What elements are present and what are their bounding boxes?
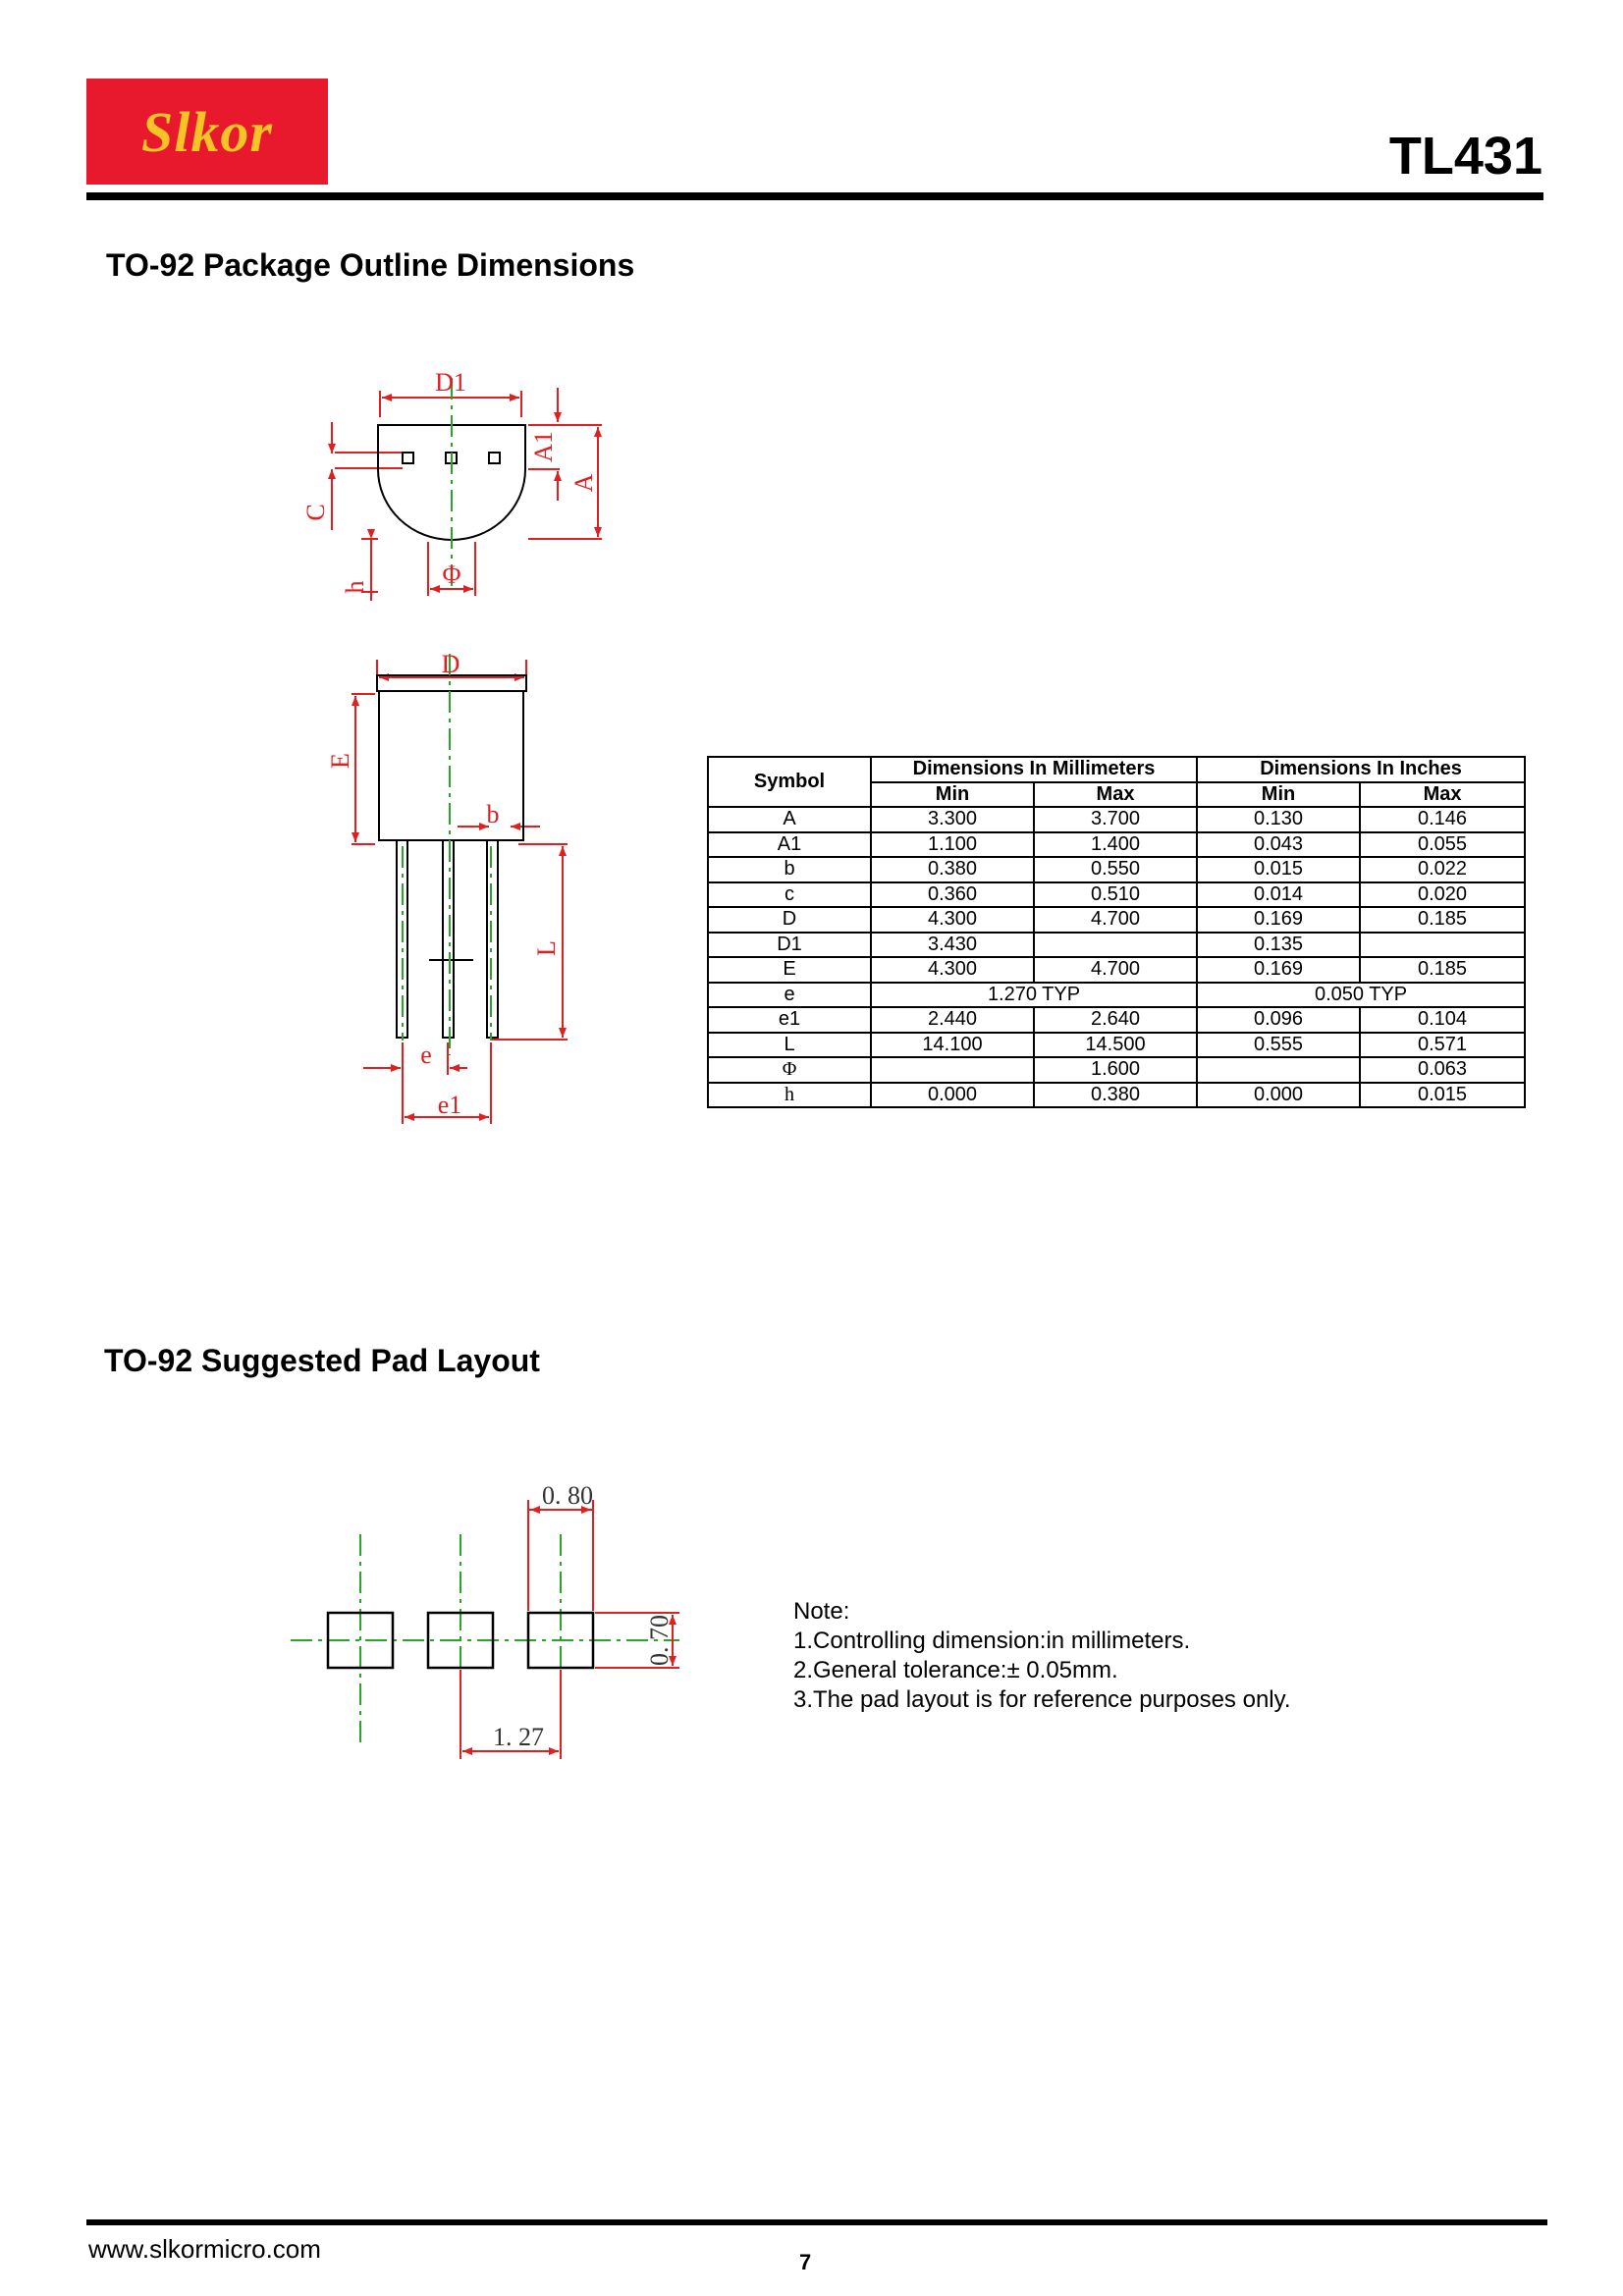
brand-logo <box>86 79 328 185</box>
table-cell: 0.096 <box>1197 1007 1360 1033</box>
table-cell: 3.700 <box>1034 807 1197 832</box>
table-row <box>708 807 1525 832</box>
logo-text: Slkor <box>141 99 273 164</box>
label-b: b <box>486 800 500 828</box>
symbol-header: Symbol <box>708 757 871 807</box>
note-item: 1.Controlling dimension:in millimeters. <box>793 1628 1191 1654</box>
table-cell: 0.380 <box>871 857 1034 882</box>
table-cell: 0.571 <box>1360 1033 1525 1058</box>
label-c: C <box>301 504 330 521</box>
table-cell: 0.380 <box>1034 1083 1197 1108</box>
label-e: e <box>420 1041 432 1069</box>
table-cell: D1 <box>708 933 871 958</box>
table-cell: e1 <box>708 1007 871 1033</box>
table-row <box>708 1007 1525 1033</box>
table-cell: 0.015 <box>1197 857 1360 882</box>
table-cell: 0.063 <box>1360 1057 1525 1083</box>
table-cell: 1.270 TYP <box>871 983 1197 1008</box>
in-min-header: Min <box>1197 782 1360 808</box>
table-cell: A1 <box>708 832 871 858</box>
pad-layout-drawing <box>285 1472 697 1767</box>
label-h: h <box>341 580 369 594</box>
table-row <box>708 882 1525 908</box>
note-item: 3.The pad layout is for reference purposes only. <box>793 1686 1291 1713</box>
label-pad-width: 0. 80 <box>542 1481 593 1510</box>
table-cell: 14.100 <box>871 1033 1034 1058</box>
table-cell: 0.104 <box>1360 1007 1525 1033</box>
table-cell: 0.000 <box>1197 1083 1360 1108</box>
table-cell: 0.130 <box>1197 807 1360 832</box>
table-cell <box>1034 933 1197 958</box>
notes-block <box>793 1597 1291 1715</box>
mm-max-header: Max <box>1034 782 1197 808</box>
table-cell: 0.146 <box>1360 807 1525 832</box>
table-cell: 1.400 <box>1034 832 1197 858</box>
pad-section-title: TO-92 Suggested Pad Layout <box>104 1343 540 1378</box>
table-cell: 0.135 <box>1197 933 1360 958</box>
table-cell: 0.550 <box>1034 857 1197 882</box>
table-row <box>708 907 1525 933</box>
mm-header: Dimensions In Millimeters <box>871 757 1197 782</box>
table-cell: 3.300 <box>871 807 1034 832</box>
note-item: 2.General tolerance:± 0.05mm. <box>793 1657 1118 1683</box>
table-cell: 0.055 <box>1360 832 1525 858</box>
footer-divider <box>86 2219 1547 2225</box>
table-cell: E <box>708 957 871 983</box>
page-number: 7 <box>799 2250 812 2274</box>
table-cell: 0.185 <box>1360 957 1525 983</box>
label-a1: A1 <box>529 431 558 462</box>
label-a: A <box>569 473 598 493</box>
table-cell <box>1197 1057 1360 1083</box>
table-cell: 0.510 <box>1034 882 1197 908</box>
table-cell: 0.015 <box>1360 1083 1525 1108</box>
label-pad-pitch: 1. 27 <box>493 1723 544 1751</box>
table-cell: 0.043 <box>1197 832 1360 858</box>
table-cell: 2.440 <box>871 1007 1034 1033</box>
table-cell: 0.360 <box>871 882 1034 908</box>
label-d: D <box>441 650 460 678</box>
table-cell: 4.300 <box>871 957 1034 983</box>
table-cell: Φ <box>708 1057 871 1083</box>
label-l: L <box>532 940 561 956</box>
table-cell: 0.014 <box>1197 882 1360 908</box>
table-cell: h <box>708 1083 871 1108</box>
table-cell: e <box>708 983 871 1008</box>
table-cell: 4.700 <box>1034 907 1197 933</box>
table-cell: 0.555 <box>1197 1033 1360 1058</box>
dimensions-table <box>707 756 1526 1108</box>
table-row <box>708 832 1525 858</box>
table-cell: 0.020 <box>1360 882 1525 908</box>
table-cell: A <box>708 807 871 832</box>
table-row <box>708 1083 1525 1108</box>
table-cell: 3.430 <box>871 933 1034 958</box>
table-cell: L <box>708 1033 871 1058</box>
to92-top-view-drawing <box>285 363 619 609</box>
label-pad-height: 0. 70 <box>645 1615 674 1666</box>
table-row <box>708 857 1525 882</box>
mm-min-header: Min <box>871 782 1034 808</box>
table-cell <box>871 1057 1034 1083</box>
table-cell: 0.169 <box>1197 957 1360 983</box>
label-phi: Φ <box>442 561 461 589</box>
table-cell: 0.169 <box>1197 907 1360 933</box>
header-divider <box>86 192 1543 200</box>
table-cell: D <box>708 907 871 933</box>
table-cell: 0.000 <box>871 1083 1034 1108</box>
part-number: TL431 <box>1388 127 1542 186</box>
table-cell: 4.700 <box>1034 957 1197 983</box>
table-cell <box>1360 933 1525 958</box>
table-cell: 1.100 <box>871 832 1034 858</box>
label-e1: e1 <box>437 1091 462 1119</box>
table-cell: 0.050 TYP <box>1197 983 1525 1008</box>
table-row <box>708 933 1525 958</box>
in-max-header: Max <box>1360 782 1525 808</box>
table-cell: 0.022 <box>1360 857 1525 882</box>
footer-url: www.slkormicro.com <box>88 2234 321 2264</box>
table-cell: 0.185 <box>1360 907 1525 933</box>
in-header: Dimensions In Inches <box>1197 757 1525 782</box>
table-row <box>708 957 1525 983</box>
table-row <box>708 1033 1525 1058</box>
table-cell: 2.640 <box>1034 1007 1197 1033</box>
table-row <box>708 1057 1525 1083</box>
table-cell: 4.300 <box>871 907 1034 933</box>
table-cell: 14.500 <box>1034 1033 1197 1058</box>
to92-side-view-drawing <box>314 638 579 1139</box>
table-row <box>708 983 1525 1008</box>
outline-section-title: TO-92 Package Outline Dimensions <box>106 247 635 283</box>
table-cell: b <box>708 857 871 882</box>
table-cell: c <box>708 882 871 908</box>
label-d1: D1 <box>435 368 466 397</box>
notes-title: Note: <box>793 1598 850 1625</box>
table-cell: 1.600 <box>1034 1057 1197 1083</box>
label-e-upper: E <box>326 753 354 769</box>
